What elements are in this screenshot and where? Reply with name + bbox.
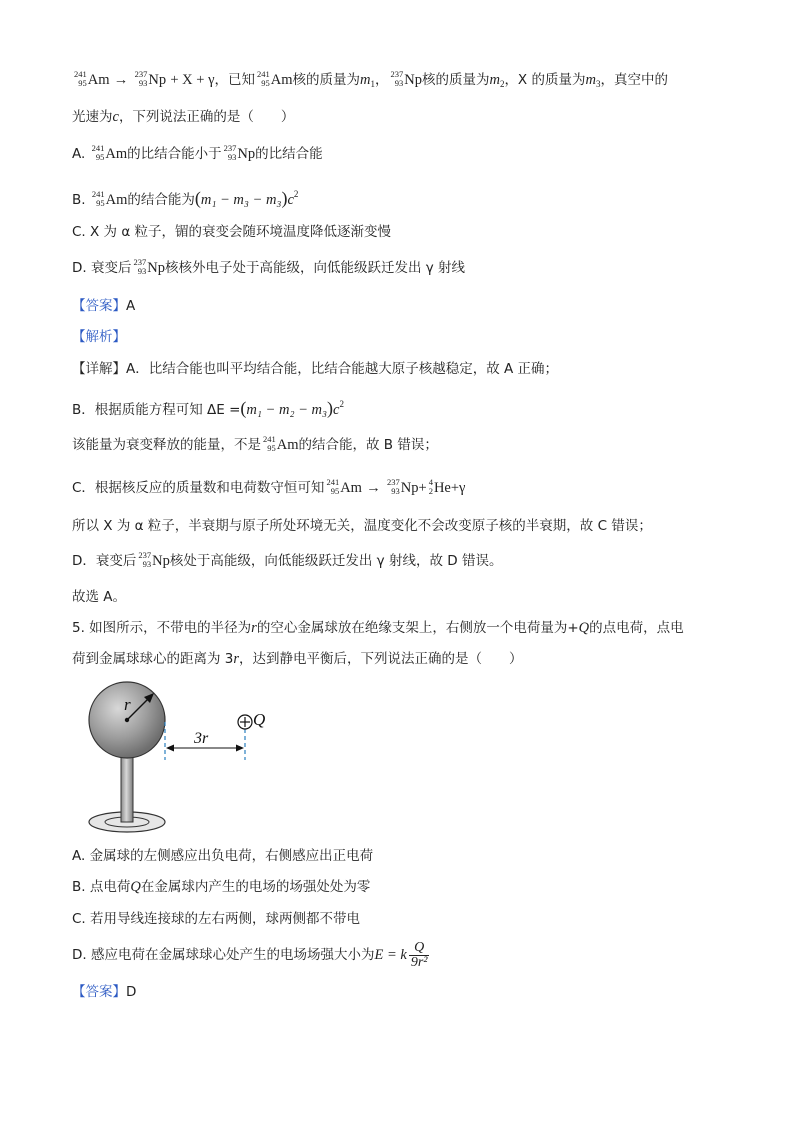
fig-label-3r: 3r	[194, 730, 209, 747]
q4-detail-b: B．根据质能方程可知 $\Delta E =(m_1 - m_2 - m_3)c^2$	[72, 398, 344, 418]
answer-tag: 【答案】	[72, 984, 126, 1000]
q4-detail-b2: 该能量为衰变释放的能量，不是 241 95 Am的结合能，故 B 错误；	[72, 434, 438, 453]
am-nuclide: 241 95 Am	[74, 69, 110, 88]
q4-option-d: D. 衰变后 237 93 Np核核外电子处于高能级，向低能级跃迁发出 γ 射线	[72, 257, 466, 276]
q4-stem-line-2: 光速为c，下列说法正确的是（ ）	[72, 109, 295, 125]
stand-rod	[121, 752, 133, 822]
q4-analysis-tag: 【解析】	[72, 329, 126, 345]
q4-answer: 【答案】A	[72, 298, 136, 314]
q5-option-a: A. 金属球的左侧感应出负电荷，右侧感应出正电荷	[72, 848, 374, 864]
q4-detail-d: D．衰变后 237 93 Np核处于高能级，向低能级跃迁发出 γ 射线，故 D 错误。	[72, 550, 503, 569]
fig-label-q: Q	[253, 710, 266, 729]
q5-option-c: C. 若用导线连接球的左右两侧，球两侧都不带电	[72, 911, 361, 927]
q5-option-b: B. 点电荷Q在金属球内产生的电场的场强处处为零	[72, 879, 371, 895]
q5-figure	[80, 680, 280, 840]
q4-option-b: B. 241 95 Am的结合能为$(m_1 - m_3 - m_3)c^2$	[72, 188, 299, 208]
q4-stem-line-1: 241 95 Am → 237 93 Np + X + γ，已知 241 95 Am核的质量为$m_1$， 237 93 Np核的质量为$m_2$，X 的质量为$m_3$，真空中的	[74, 69, 668, 89]
q5-stem-line-1: 5. 如图所示，不带电的半径为r的空心金属球放在绝缘支架上，右侧放一个电荷量为+Q的点电荷，点电	[72, 620, 684, 636]
q4-detail-c1: C．根据核反应的质量数和电荷数守恒可知 241 95 Am → 237 93 Np+ 4 2 He+γ	[72, 477, 466, 496]
fig-label-r: r	[124, 695, 131, 714]
q4-conclusion: 故选 A。	[72, 589, 127, 605]
q5-answer: 【答案】D	[72, 984, 137, 1000]
fraction: $\frac{Q}{\text{9r²}}$	[410, 939, 428, 970]
q4-option-a: A. 241 95 Am的比结合能小于 237 93 Np的比结合能	[72, 143, 323, 162]
q4-option-c: C. X 为 α 粒子，镅的衰变会随环境温度降低逐渐变慢	[72, 224, 392, 240]
np-nuclide: 237 93 Np	[134, 69, 167, 88]
q5-option-d: D. 感应电荷在金属球球心处产生的电场场强大小为E = k $\frac{Q}{\text{9r²}}$	[72, 939, 428, 970]
answer-tag: 【答案】	[72, 298, 126, 314]
q4-detail-a: 【详解】A．比结合能也叫平均结合能，比结合能越大原子核越稳定，故 A 正确；	[72, 361, 559, 377]
he-nuclide: 4 2 He	[428, 477, 451, 496]
detail-tag: 【详解】	[72, 361, 126, 377]
q4-detail-c2: 所以 X 为 α 粒子，半衰期与原子所处环境无关，温度变化不会改变原子核的半衰期，故 C 错误；	[72, 518, 652, 534]
q5-stem-line-2: 荷到金属球球心的距离为 3r，达到静电平衡后，下列说法正确的是（ ）	[72, 651, 523, 667]
